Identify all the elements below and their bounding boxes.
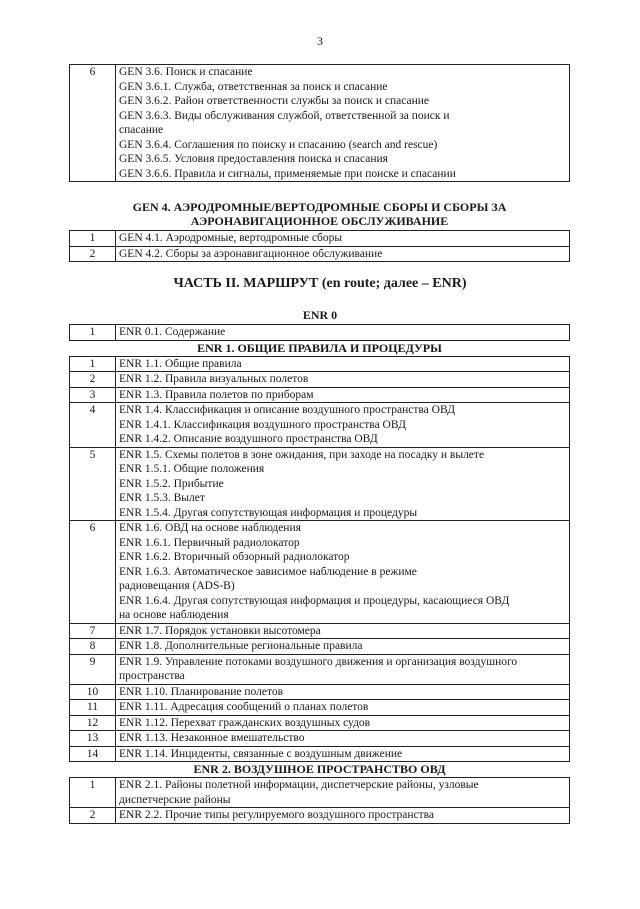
row-line: ENR 1.14. Инциденты, связанные с воздушным движение <box>119 747 403 760</box>
enr0-title: ENR 0 <box>302 308 338 322</box>
table-row <box>70 684 570 700</box>
row-line: GEN 3.6.2. Район ответственности службы за поиск и спасание <box>119 95 430 107</box>
row-line: GEN 3.6.4. Соглашения по поиску и спасанию (search and rescue) <box>119 138 438 151</box>
row-content <box>116 231 570 247</box>
row-number: 4 <box>70 403 116 448</box>
row-number: 2 <box>70 246 116 262</box>
row-number: 1 <box>70 231 116 247</box>
table-row <box>70 808 570 824</box>
row-number: 10 <box>70 684 116 700</box>
row-content <box>116 731 570 747</box>
row-number: 12 <box>70 715 116 731</box>
table-row <box>70 521 570 624</box>
row-number: 3 <box>70 387 116 403</box>
row-line: ENR 1.5.2. Прибытие <box>119 477 224 490</box>
row-content <box>116 325 570 341</box>
row-content <box>116 356 570 372</box>
enr2-title: ENR 2. ВОЗДУШНОЕ ПРОСТРАНСТВО ОВД <box>193 762 446 776</box>
table-row <box>70 639 570 655</box>
table-row <box>70 623 570 639</box>
row-line: ENR 1.3. Правила полетов по приборам <box>119 388 314 401</box>
row-number: 1 <box>70 325 116 341</box>
table-row <box>70 65 570 182</box>
table-row <box>70 447 570 521</box>
table-row <box>70 325 570 341</box>
row-number: 14 <box>70 746 116 762</box>
gen4-table <box>69 230 570 262</box>
row-content <box>116 654 570 684</box>
gen4-block <box>69 200 570 262</box>
row-number: 2 <box>70 372 116 388</box>
row-line: радиовещания (ADS-B) <box>119 580 235 592</box>
row-line: ENR 1.7. Порядок установки высотомера <box>119 624 321 637</box>
row-line: ENR 1.8. Дополнительные региональные правила <box>119 640 363 652</box>
row-number: 5 <box>70 447 116 521</box>
row-content <box>116 387 570 403</box>
row-line: ENR 1.5. Схемы полетов в зоне ожидания, при заходе на посадку и вылете <box>119 448 485 461</box>
row-line: GEN 4.2. Сборы за аэронавигационное обслуживание <box>119 247 383 260</box>
row-line: GEN 3.6. Поиск и спасание <box>119 66 253 78</box>
row-line: ENR 1.4.1. Классификация воздушного пространства ОВД <box>119 418 406 431</box>
row-line: ENR 1.12. Перехват гражданских воздушных судов <box>119 716 371 729</box>
row-number: 9 <box>70 654 116 684</box>
row-line: GEN 3.6.1. Служба, ответственная за поиск и спасание <box>119 80 388 93</box>
row-line: ENR 1.4. Классификация и описание воздушного пространства ОВД <box>119 404 456 416</box>
table-row <box>70 746 570 762</box>
gen36-block <box>69 64 570 182</box>
row-line: ENR 1.10. Планирование полетов <box>119 685 284 698</box>
row-line: GEN 3.6.5. Условия предоставления поиска и спасания <box>119 153 388 165</box>
table-row <box>70 246 570 262</box>
enr-block <box>69 324 570 824</box>
row-number: 1 <box>70 778 116 808</box>
row-line: на основе наблюдения <box>119 609 229 621</box>
gen4-title-line2: АЭРОНАВИГАЦИОННОЕ ОБСЛУЖИВАНИЕ <box>190 214 449 228</box>
row-number: 7 <box>70 623 116 639</box>
row-line: GEN 3.6.6. Правила и сигналы, применяемые при поиске и спасании <box>119 167 456 180</box>
row-content <box>116 372 570 388</box>
row-content <box>116 623 570 639</box>
row-line: ENR 1.6.4. Другая сопутствующая информация и процедуры, касающиеся ОВД <box>119 594 510 607</box>
row-content <box>116 521 570 624</box>
row-line: ENR 1.13. Незаконное вмешательство <box>119 732 305 744</box>
enr2-table <box>69 777 570 824</box>
gen4-title-line1: GEN 4. АЭРОДРОМНЫЕ/ВЕРТОДРОМНЫЕ СБОРЫ И СБОРЫ ЗА <box>132 200 507 214</box>
row-line: ENR 1.6.1. Первичный радиолокатор <box>119 536 300 549</box>
row-number: 1 <box>70 356 116 372</box>
row-line: спасание <box>119 124 164 136</box>
row-line: ENR 1.9. Управление потоками воздушного движения и организация воздушного <box>119 655 518 668</box>
table-row <box>70 778 570 808</box>
part-title: ЧАСТЬ II. МАРШРУТ (en route; далее – ENR) <box>173 276 467 291</box>
table-row <box>70 387 570 403</box>
row-line: ENR 1.5.1. Общие положения <box>119 463 265 475</box>
table-row <box>70 356 570 372</box>
row-content <box>116 447 570 521</box>
row-content <box>116 246 570 262</box>
row-line: ENR 1.6.2. Вторичный обзорный радиолокатор <box>119 551 350 563</box>
row-content <box>116 700 570 716</box>
table-row <box>70 231 570 247</box>
table-row <box>70 700 570 716</box>
table-row <box>70 654 570 684</box>
row-content <box>116 715 570 731</box>
row-content <box>116 403 570 448</box>
row-line: ENR 1.1. Общие правила <box>119 357 242 370</box>
row-number: 6 <box>70 65 116 182</box>
row-content <box>116 684 570 700</box>
enr0-table <box>69 324 570 341</box>
table-row <box>70 731 570 747</box>
row-line: ENR 0.1. Содержание <box>119 326 226 338</box>
row-number: 11 <box>70 700 116 716</box>
row-number: 8 <box>70 639 116 655</box>
table-row <box>70 715 570 731</box>
enr1-title: ENR 1. ОБЩИЕ ПРАВИЛА И ПРОЦЕДУРЫ <box>197 340 442 355</box>
row-line: ENR 1.2. Правила визуальных полетов <box>119 373 309 385</box>
table-row <box>70 372 570 388</box>
gen36-table <box>69 64 570 182</box>
row-line: ENR 1.6. ОВД на основе наблюдения <box>119 522 301 534</box>
row-line: ENR 1.11. Адресация сообщений о планах полетов <box>119 701 369 713</box>
row-line: пространства <box>119 670 185 682</box>
row-content <box>116 778 570 808</box>
row-number: 2 <box>70 808 116 824</box>
row-line: GEN 4.1. Аэродромные, вертодромные сборы <box>119 232 343 244</box>
row-line: GEN 3.6.3. Виды обслуживания службой, ответственной за поиск и <box>119 109 450 122</box>
page-number: 3 <box>317 34 323 48</box>
table-row <box>70 403 570 448</box>
row-line: ENR 2.1. Районы полетной информации, диспетчерские районы, узловые <box>119 779 479 791</box>
row-line: ENR 1.5.3. Вылет <box>119 492 205 504</box>
row-line: ENR 2.2. Прочие типы регулируемого воздушного пространства <box>119 809 435 821</box>
row-content <box>116 746 570 762</box>
row-number: 13 <box>70 731 116 747</box>
row-number: 6 <box>70 521 116 624</box>
row-content <box>116 65 570 182</box>
row-line: ENR 1.4.2. Описание воздушного пространства ОВД <box>119 433 378 445</box>
row-line: диспетчерские районы <box>119 793 231 806</box>
enr1-table <box>69 356 570 763</box>
row-line: ENR 1.5.4. Другая сопутствующая информация и процедуры <box>119 506 418 519</box>
row-content <box>116 808 570 824</box>
row-line: ENR 1.6.3. Автоматическое зависимое наблюдение в режиме <box>119 565 417 578</box>
row-content <box>116 639 570 655</box>
